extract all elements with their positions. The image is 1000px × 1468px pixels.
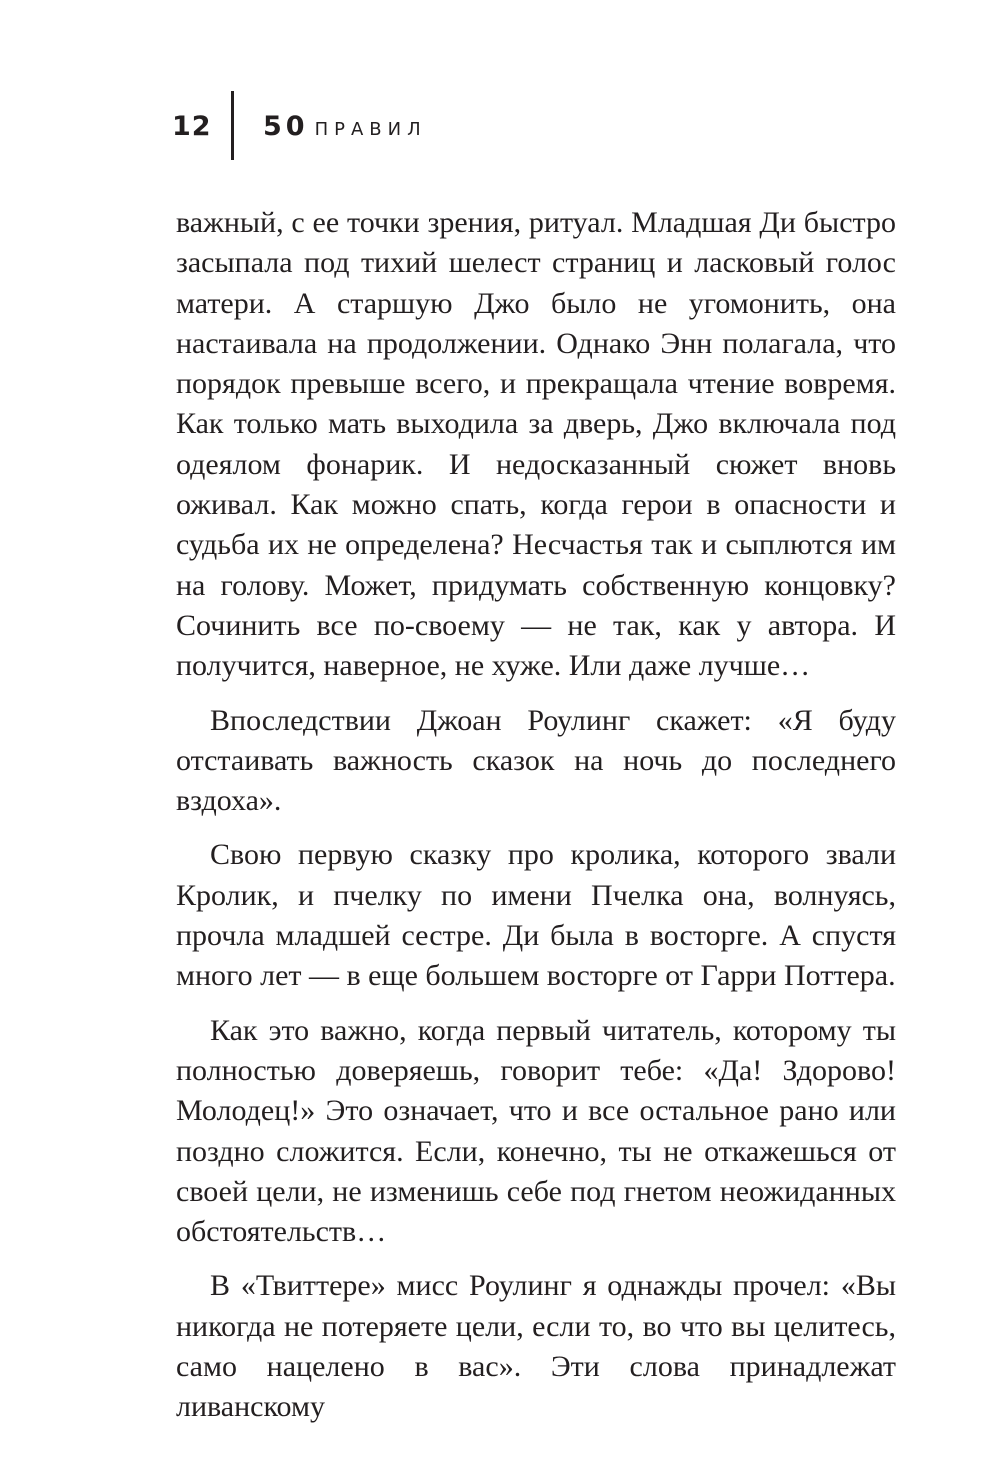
page-number: 12 [172,111,212,142]
body-text [176,203,896,1442]
running-head [263,110,427,147]
paragraph-3: Свою первую сказку про кролика, которого звали Кролик, и пчелку по имени Пчелка она, волнуясь, прочла младшей сестре. Ди была в восторге. А спустя много лет — в еще большем восторге от Гарри Поттера. [176,838,896,993]
paragraph-2: Впоследствии Джоан Роулинг скажет: «Я буду отстаивать важность сказок на ночь до последнего вздоха». [176,703,896,818]
running-head-number: 50 [263,111,309,142]
paragraph-5: В «Твиттере» мисс Роулинг я однажды прочел: «Вы никогда не потеряете цели, если то, во что вы целитесь, само нацелено в вас». Эти слова принадлежат ливанскому [176,1269,896,1424]
paragraph-4: Как это важно, когда первый читатель, которому ты полностью доверяешь, говорит тебе: «Да! Здорово! Молодец!» Это означает, что и все остальное рано или поздно сложится. Если, конечно, ты не откажешься от своей цели, не изменишь себе под гнетом неожиданных обстоятельств… [176,1013,896,1249]
header-divider [231,91,234,160]
running-head-title: ПРАВИЛ [314,119,427,140]
paragraph-1: важный, с ее точки зрения, ритуал. Младшая Ди быстро засыпала под тихий шелест страниц и ласковый голос матери. А старшую Джо было не угомонить, она настаивала на продолжении. Однако Энн полагала, что порядок превыше всего, и прекращала чтение вовремя. Как только мать выходила за дверь, Джо включала под одеялом фонарик. И недосказанный сюжет вновь оживал. Как можно спать, когда герои в опасности и судьба их не определена? Несчастья так и сыплются им на голову. Может, придумать собственную концовку? Сочинить все по-своему — не так, как у автора. И получится, наверное, не хуже. Или даже лучше… [176,206,896,683]
page-header [0,0,1000,170]
